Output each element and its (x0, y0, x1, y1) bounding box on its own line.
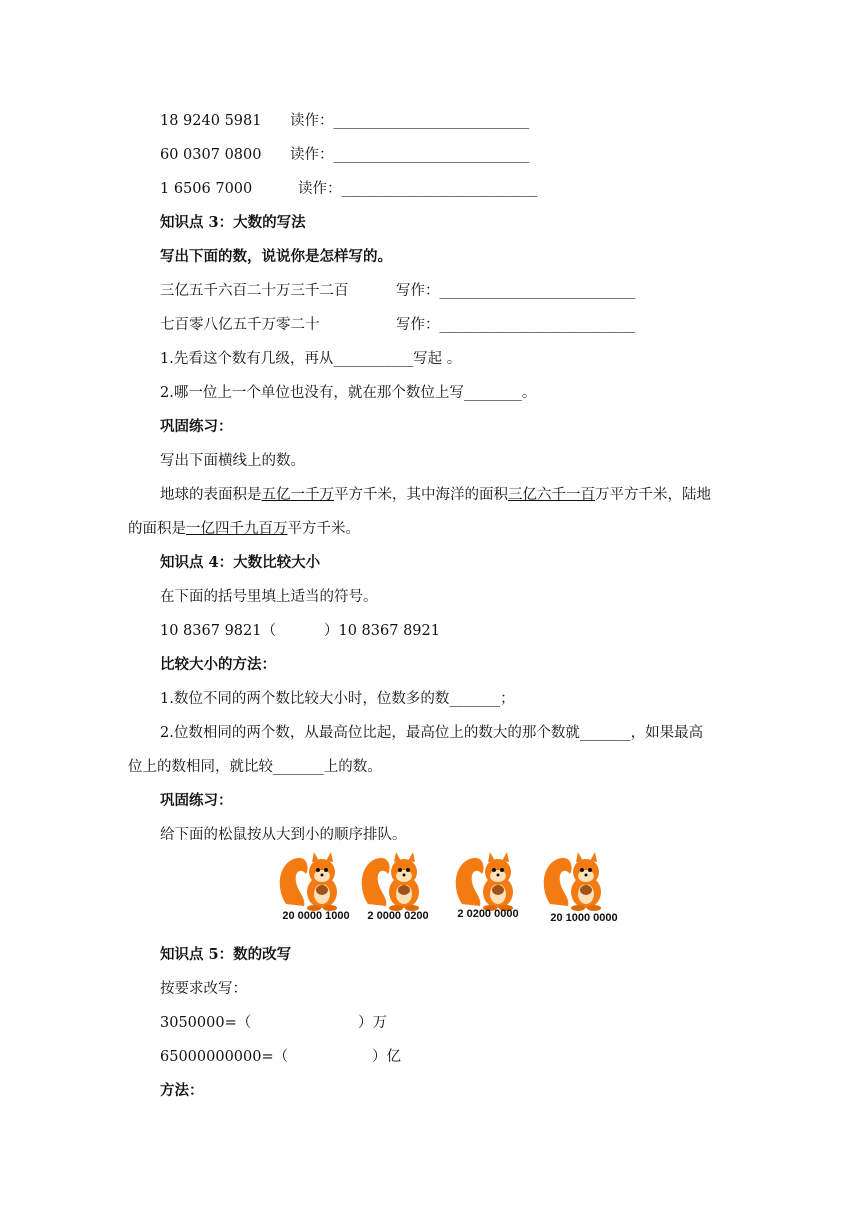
k4-heading: 知识点 4：大数比较大小 (160, 554, 321, 571)
read-blank-3[interactable]: ___________________________ (341, 181, 538, 197)
k4-method-2b: 位上的数相同，就比较_______上的数。 (128, 759, 382, 775)
k4-method-1: 1.数位不同的两个数比较大小时，位数多的数_______； (160, 691, 515, 707)
practice1-heading: 巩固练习： (160, 418, 233, 435)
k3-words-1: 三亿五千六百二十万三千二百 (160, 283, 349, 299)
squirrel-icon (276, 852, 356, 912)
read-blank-1[interactable]: ___________________________ (333, 113, 530, 129)
squirrel-number-2: 2 0000 0200 (367, 910, 429, 922)
k3-blank-1[interactable]: ___________________________ (439, 283, 636, 299)
read-number-1: 18 9240 5981 (160, 113, 262, 129)
read-label-3: 读作：___________________________ (298, 181, 538, 197)
squirrel-icon (358, 852, 438, 912)
k4-method-2a: 2.位数相同的两个数，从最高位比起，最高位上的数大的那个数就_______，如果最高 (160, 725, 704, 741)
practice1-instruction: 写出下面横线上的数。 (160, 453, 305, 469)
rewrite-1-right: ）万 (358, 1015, 387, 1031)
squirrel-card-4 (540, 852, 620, 927)
k5-method: 方法： (160, 1082, 204, 1099)
read-number-2: 60 0307 0800 (160, 147, 262, 163)
underlined-number-2: 三亿六千一百 (508, 487, 595, 503)
k5-instruction: 按要求改写： (160, 981, 247, 997)
squirrel-number-4: 20 1000 0000 (550, 912, 618, 924)
k3-heading: 知识点 3：大数的写法 (160, 214, 306, 231)
squirrel-card-2 (358, 852, 438, 927)
k3-rule-1: 1.先看这个数有几级，再从___________写起 。 (160, 351, 462, 367)
squirrel-icon (540, 852, 620, 912)
k4-method-heading: 比较大小的方法： (160, 656, 276, 673)
practice1-paragraph-line1: 地球的表面积是五亿一千万平方千米，其中海洋的面积三亿六千一百万平方千米，陆地 (160, 487, 711, 503)
read-label-1: 读作：___________________________ (290, 113, 530, 129)
rewrite-2-left: 65000000000=（ (160, 1049, 289, 1065)
squirrel-number-1: 20 0000 1000 (282, 910, 350, 922)
k3-write-2: 写作：___________________________ (396, 317, 636, 333)
k3-blank-2[interactable]: ___________________________ (439, 317, 636, 333)
practice2-heading: 巩固练习： (160, 792, 233, 809)
compare-left: 10 8367 9821（ (160, 623, 276, 639)
k3-write-1: 写作：___________________________ (396, 283, 636, 299)
k3-words-2: 七百零八亿五千万零二十 (160, 317, 320, 333)
k3-instruction: 写出下面的数，说说你是怎样写的。 (160, 248, 392, 265)
squirrel-number-3: 2 0200 0000 (457, 908, 519, 920)
underlined-number-3: 一亿四千九百万 (186, 521, 288, 537)
rewrite-2-right: ）亿 (372, 1049, 401, 1065)
k4-instruction: 在下面的括号里填上适当的符号。 (160, 589, 378, 605)
underlined-number-1: 五亿一千万 (261, 487, 334, 503)
practice1-paragraph-line2: 的面积是一亿四千九百万平方千米。 (128, 521, 360, 537)
rewrite-1-left: 3050000=（ (160, 1015, 252, 1031)
squirrel-card-3 (452, 852, 532, 927)
k5-heading: 知识点 5：数的改写 (160, 946, 292, 963)
compare-right: ）10 8367 8921 (324, 623, 440, 639)
read-label-2: 读作：___________________________ (290, 147, 530, 163)
squirrel-icon (452, 852, 532, 912)
read-blank-2[interactable]: ___________________________ (333, 147, 530, 163)
practice2-instruction: 给下面的松鼠按从大到小的顺序排队。 (160, 827, 407, 843)
read-number-3: 1 6506 7000 (160, 181, 253, 197)
k3-rule-2: 2.哪一位上一个单位也没有，就在那个数位上写________。 (160, 385, 537, 401)
